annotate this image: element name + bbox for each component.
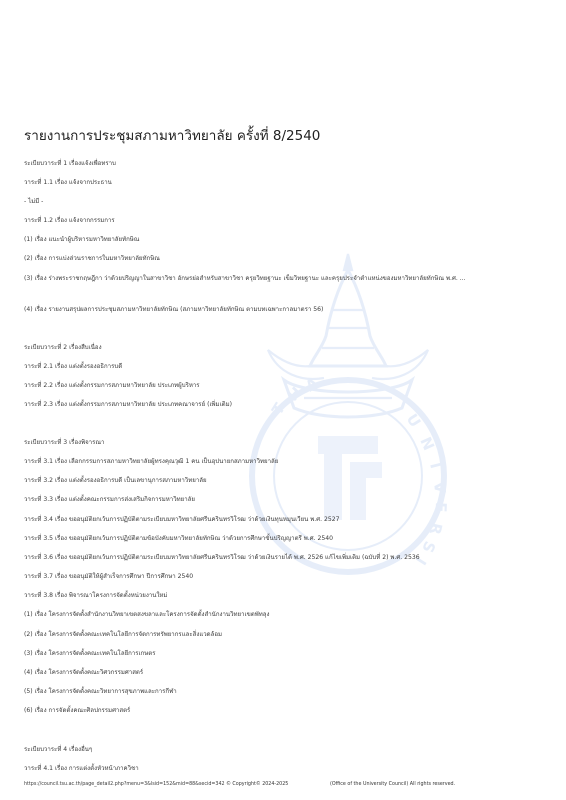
svg-text:U: U [402,410,425,431]
agenda-heading-3: ระเบียบวาระที่ 3 เรื่องพิจารณา [24,439,105,446]
page-url-link[interactable]: https://council.tsu.ac.th/page_detail2.php?menu=3&lsid=152&mid=88&secid=342 [24,782,225,787]
agenda-item: วาระที่ 3.5 เรื่อง ขออนุมัติยกเว้นการปฏิบัติตามข้อบังคับมหาวิทยาลัยทักษิณ ว่าด้วยการศึกษาขั้นปริญญาตรี พ.ศ. 2540 [24,535,333,542]
copyright-text: © Copyright© 2024-2025 [226,782,289,787]
agenda-item: วาระที่ 3.1 เรื่อง เลือกกรรมการสภามหาวิทยาลัยผู้ทรงคุณวุฒิ 1 คน เป็นอุปนายกสภามหาวิทยาลัย [24,458,279,465]
agenda-heading-4: ระเบียบวาระที่ 4 เรื่องอื่นๆ [24,746,93,753]
agenda-item: วาระที่ 1.1 เรื่อง แจ้งจากประธาน [24,179,112,186]
svg-text:T: T [268,399,289,419]
agenda-subitem: (6) เรื่อง การจัดตั้งคณะศิลปกรรมศาสตร์ [24,707,131,714]
agenda-item: วาระที่ 3.7 เรื่อง ขออนุมัติให้ผู้สำเร็จการศึกษา ปีการศึกษา 2540 [24,573,194,580]
svg-text:S: S [418,538,439,556]
svg-text:E: E [431,501,450,513]
agenda-item: วาระที่ 2.1 เรื่อง แต่งตั้งรองอธิการบดี [24,363,123,370]
svg-text:A: A [302,373,322,396]
agenda-note: - ไม่มี - [24,198,44,205]
agenda-heading-2: ระเบียบวาระที่ 2 เรื่องสืบเนื่อง [24,344,102,351]
agenda-item: วาระที่ 3.8 เรื่อง พิจารณาโครงการจัดตั้งหน่วยงานใหม่ [24,592,168,599]
svg-text:I: I [426,460,445,471]
agenda-subitem: (3) เรื่อง ร่างพระราชกฤษฎีกา ว่าด้วยปริญญาในสาขาวิชา อักษรย่อสำหรับสาขาวิชา ครุยวิทยฐานะ เข็มวิทยฐานะ และครุยประจำตำแหน่งของมหาวิทยาลัยทักษิณ พ.ศ. ... [24,275,466,282]
agenda-item: วาระที่ 2.3 เรื่อง แต่งตั้งกรรมการสภามหาวิทยาลัย ประเภทคณาจารย์ (เพิ่มเติม) [24,401,232,408]
svg-text:R: R [425,521,446,537]
agenda-subitem: (2) เรื่อง โครงการจัดตั้งคณะเทคโนโลยีการจัดการทรัพยากรและสิ่งแวดล้อม [24,631,223,638]
agenda-item: วาระที่ 2.2 เรื่อง แต่งตั้งกรรมการสภามหาวิทยาลัย ประเภทผู้บริหาร [24,382,200,389]
svg-text:V: V [430,480,450,494]
svg-text:I: I [411,553,430,569]
agenda-item: วาระที่ 3.3 เรื่อง แต่งตั้งคณะกรรมการส่งเสริมกิจการมหาวิทยาลัย [24,496,195,503]
agenda-heading-1: ระเบียบวาระที่ 1 เรื่องแจ้งเพื่อทราบ [24,160,116,167]
agenda-subitem: (4) เรื่อง โครงการจัดตั้งคณะวิศวกรรมศาสตร์ [24,669,144,676]
university-seal-watermark [224,248,472,576]
agenda-subitem: (5) เรื่อง โครงการจัดตั้งคณะวิทยาการสุขภาพและการกีฬา [24,688,177,695]
svg-text:N: N [416,434,438,454]
agenda-subitem: (1) เรื่อง โครงการจัดตั้งสำนักงานวิทยาเขตสงขลาและโครงการจัดตั้งสำนักงานวิทยาเขตพัทลุง [24,611,270,618]
rights-text: (Office of the University Council) All rights reserved. [330,782,456,787]
agenda-item: วาระที่ 3.2 เรื่อง แต่งตั้งรองอธิการบดี เป็นเลขานุการสภามหาวิทยาลัย [24,477,207,484]
agenda-subitem: (3) เรื่อง โครงการจัดตั้งคณะเทคโนโลยีการเกษตร [24,650,156,657]
page-footer [24,782,554,787]
agenda-item: วาระที่ 4.1 เรื่อง การแต่งตั้งหัวหน้าภาควิชา [24,765,139,772]
agenda-item: วาระที่ 1.2 เรื่อง แจ้งจากกรรมการ [24,217,115,224]
agenda-subitem: (2) เรื่อง การแบ่งส่วนราชการในมหาวิทยาลัยทักษิณ [24,255,160,262]
agenda-item: วาระที่ 3.4 เรื่อง ขออนุมัติยกเว้นการปฏิบัติตามระเบียบมหาวิทยาลัยศรีนครินทรวิโรฒ ว่าด้วยเงินทุนหมุนเวียน พ.ศ. 2527 [24,516,340,523]
agenda-item: วาระที่ 3.6 เรื่อง ขออนุมัติยกเว้นการปฏิบัติตามระเบียบมหาวิทยาลัยศรีนครินทรวิโรฒ ว่าด้วยเงินรายได้ พ.ศ. 2526 แก้ไขเพิ่มเติม (ฉบับที่ 2) พ.ศ. 2536 [24,554,420,561]
svg-text:H: H [283,383,306,405]
agenda-subitem: (1) เรื่อง แนะนำผู้บริหารมหาวิทยาลัยทักษิณ [24,236,140,243]
agenda-subitem: (4) เรื่อง รายงานสรุปผลการประชุมสภามหาวิทยาลัยทักษิณ (สภามหาวิทยาลัยทักษิณ ตามบทเฉพาะกาลมาตรา 56) [24,306,324,313]
page-title: รายงานการประชุมสภามหาวิทยาลัย ครั้งที่ 8/2540 [24,128,321,144]
